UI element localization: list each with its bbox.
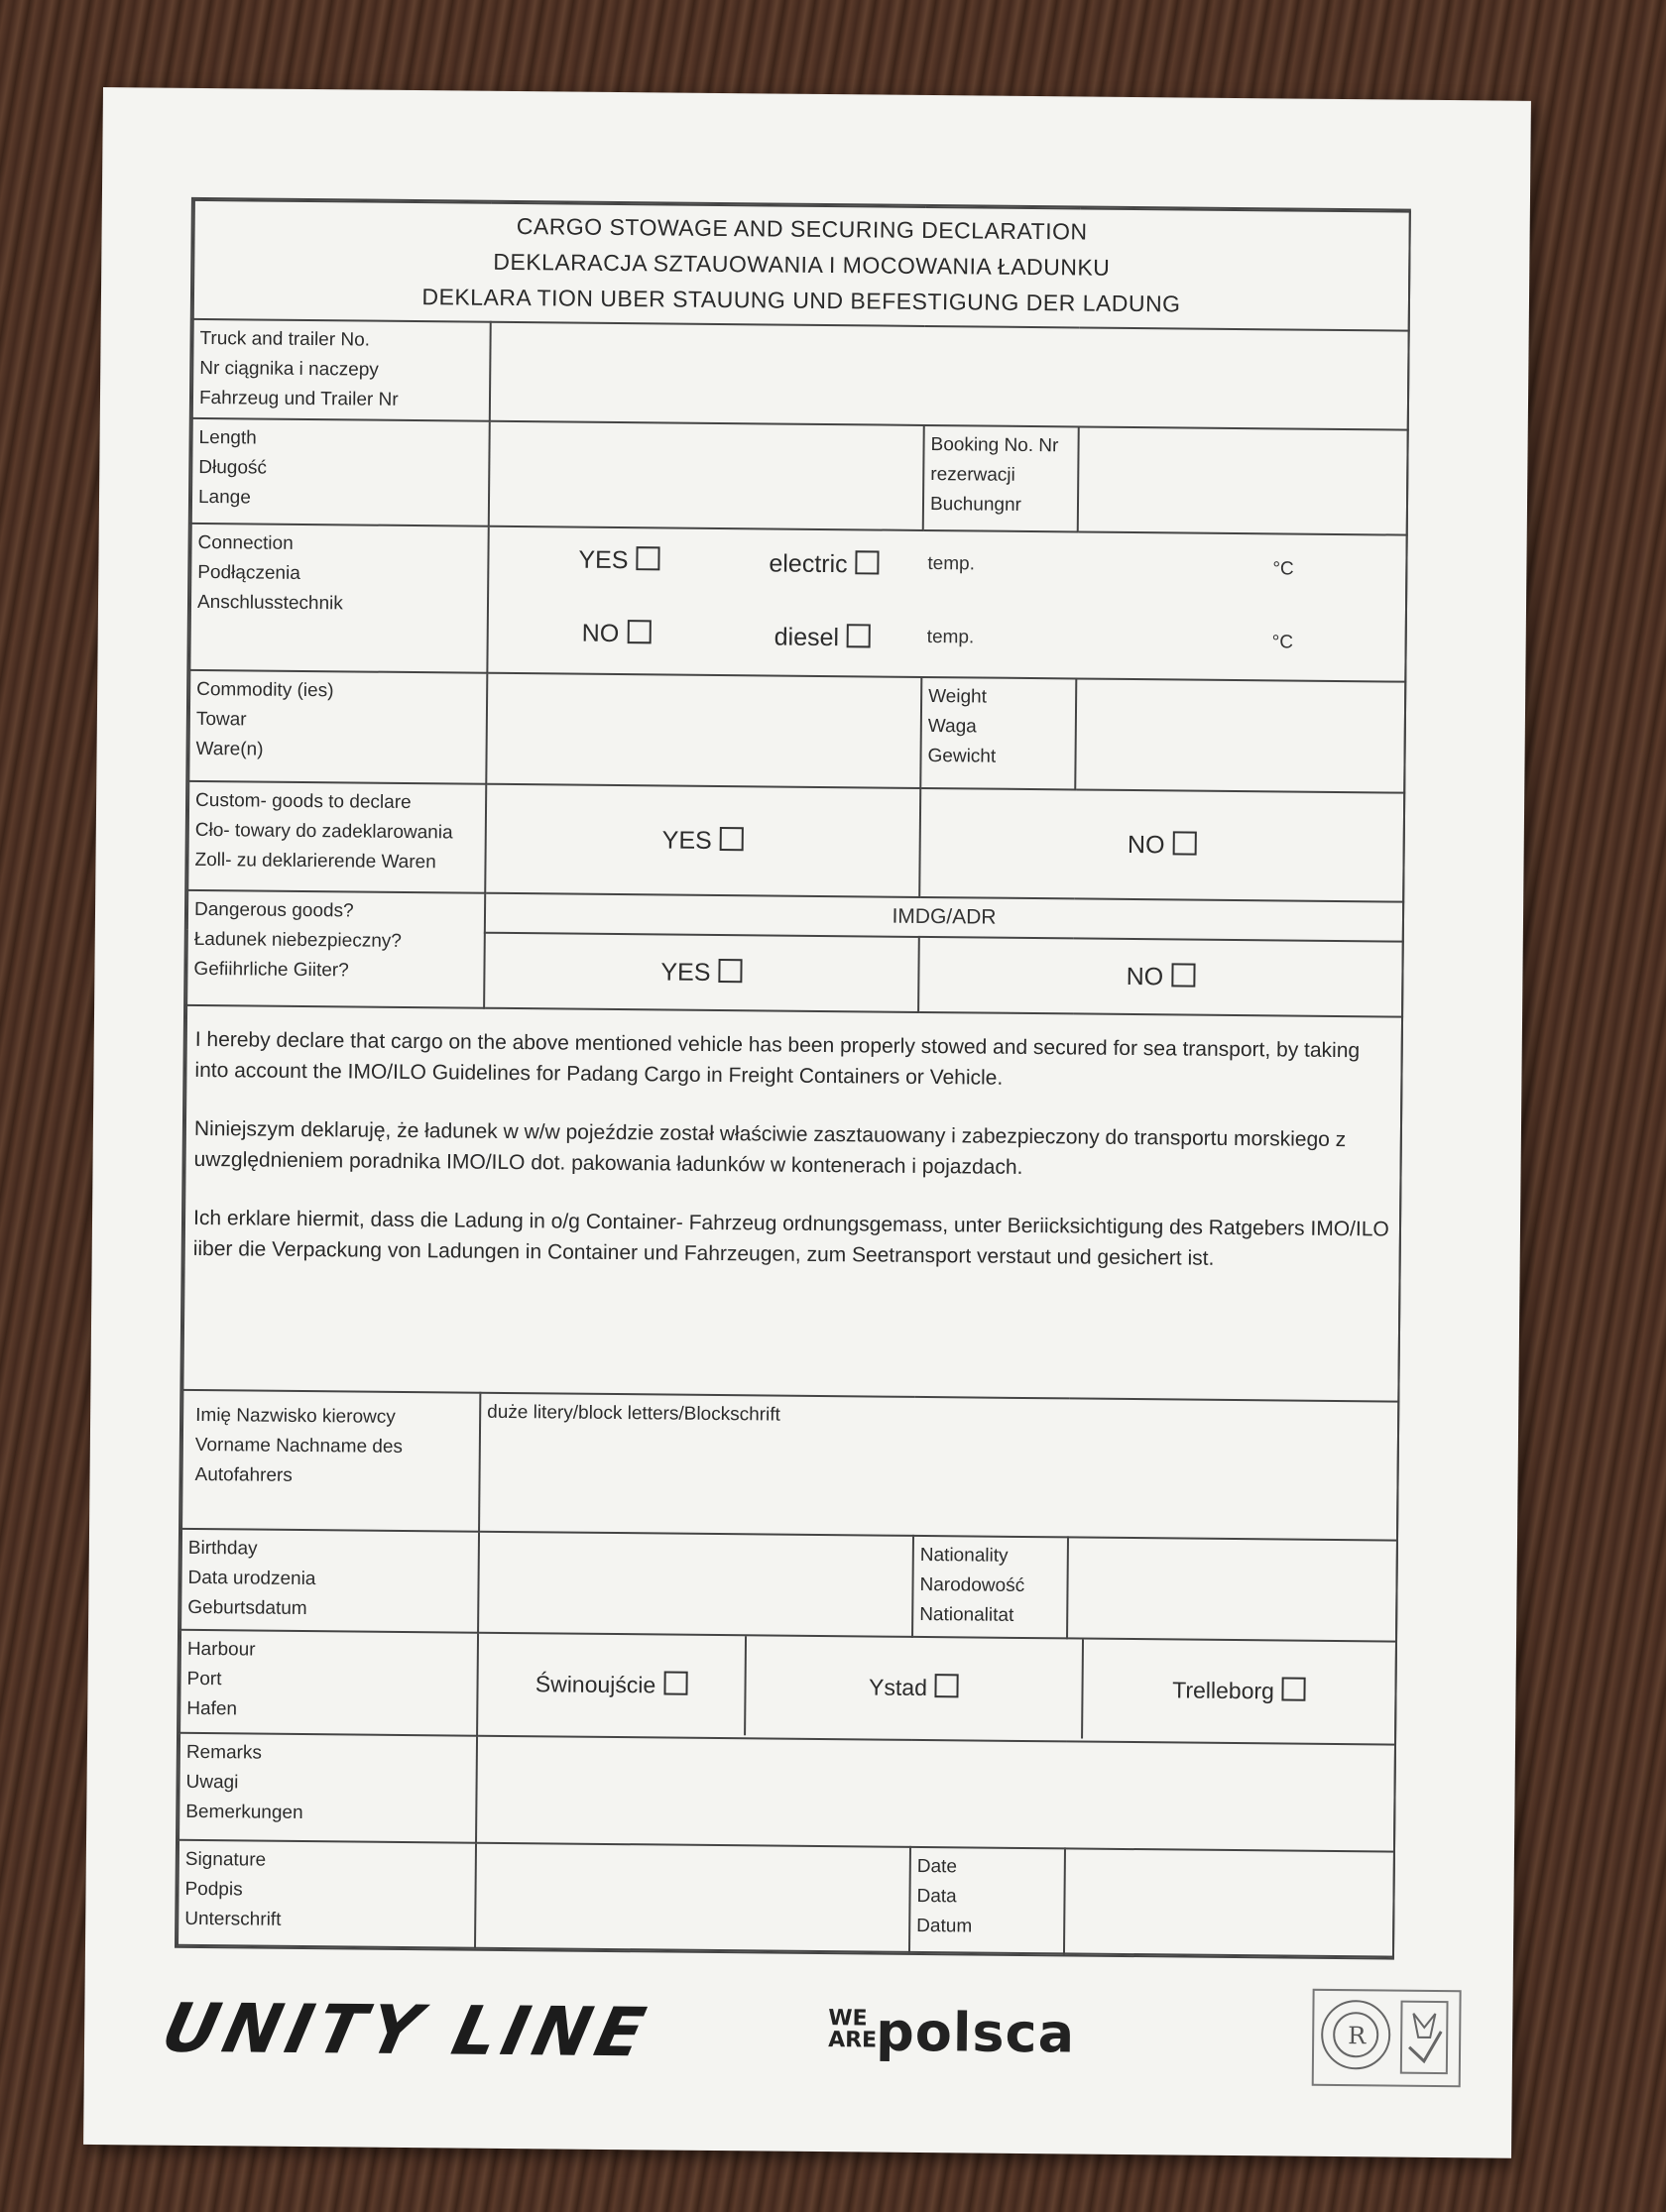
- connection-yes-label: YES: [578, 545, 629, 575]
- remarks-label-pl: Uwagi: [185, 1771, 239, 1794]
- truck-label: [192, 319, 491, 421]
- nationality-label: [912, 1536, 1068, 1638]
- date-label-de: Datum: [916, 1915, 973, 1937]
- connection-no-label: NO: [581, 619, 620, 648]
- custom-yes-checkbox[interactable]: [720, 827, 744, 851]
- date-label-en: Date: [916, 1855, 958, 1878]
- harbour-label: [179, 1630, 478, 1736]
- commodity-label-pl: Towar: [195, 708, 247, 731]
- certification-seal-icon: [1314, 1991, 1460, 2085]
- remarks-label-de: Bemerkungen: [185, 1801, 303, 1824]
- nationality-label-pl: Narodowość: [919, 1573, 1025, 1596]
- commodity-label-en: Commodity (ies): [196, 678, 334, 702]
- nationality-field[interactable]: [1067, 1537, 1397, 1641]
- dangerous-label-pl: Ładunek niebezpieczny?: [193, 928, 403, 952]
- custom-label-en: Custom- goods to declare: [194, 789, 412, 814]
- title-de: DEKLARA TION UBER STAUUNG UND BEFESTIGUNG DER LADUNG: [421, 284, 1181, 317]
- dangerous-no-label: NO: [1126, 962, 1164, 990]
- connection-electric-checkbox[interactable]: [856, 550, 880, 574]
- harbour-ystad-label: Ystad: [869, 1674, 928, 1701]
- title-en: CARGO STOWAGE AND SECURING DECLARATION: [516, 213, 1088, 245]
- polsca-logo: polsca: [875, 2000, 1076, 2065]
- custom-label-de: Zoll- zu deklarierende Waren: [194, 849, 436, 873]
- custom-no-checkbox[interactable]: [1172, 831, 1196, 855]
- connection-unit-2: °C: [1271, 632, 1294, 653]
- we-are-logo: [828, 2008, 877, 2051]
- date-field[interactable]: [1064, 1848, 1394, 1956]
- harbour-swinoujscie-checkbox[interactable]: [663, 1672, 687, 1695]
- birthday-label: [180, 1529, 479, 1633]
- weight-label-pl: Waga: [927, 716, 977, 738]
- title-pl: DEKLARACJA SZTAUOWANIA I MOCOWANIA ŁADUNKU: [493, 248, 1111, 281]
- booking-label-pl: rezerwacji: [930, 464, 1015, 486]
- are-text: ARE: [828, 2028, 878, 2053]
- truck-label-de: Fahrzeug und Trailer Nr: [198, 387, 399, 410]
- harbour-swinoujscie-cell: [478, 1634, 746, 1736]
- truck-label-pl: Nr ciągnika i naczepy: [199, 357, 379, 381]
- svg-text:R: R: [1348, 2022, 1367, 2050]
- dangerous-no-option[interactable]: [1127, 962, 1196, 990]
- driver-label: [181, 1390, 480, 1532]
- connection-label-de: Anschlusstechnik: [196, 591, 343, 615]
- date-label: [909, 1847, 1065, 1953]
- declaration-form: [175, 197, 1411, 1960]
- driver-label-pl: Imię Nazwisko kierowcy: [195, 1404, 396, 1428]
- remarks-field[interactable]: [476, 1736, 1395, 1852]
- custom-label-pl: Cło- towary do zadeklarowania: [194, 819, 453, 844]
- connection-diesel-option[interactable]: [774, 624, 872, 653]
- driver-hint: duże litery/block letters/Blockschrift: [487, 1401, 780, 1426]
- harbour-ystad-option[interactable]: [869, 1674, 959, 1700]
- driver-label-de-2: Autofahrers: [194, 1463, 293, 1486]
- connection-diesel-label: diesel: [774, 623, 840, 652]
- nationality-label-de: Nationalitat: [919, 1603, 1014, 1626]
- harbour-label-de: Hafen: [186, 1697, 238, 1720]
- booking-label-de: Buchungnr: [929, 494, 1022, 516]
- custom-no-option[interactable]: [1128, 830, 1197, 859]
- we-text: WE: [828, 2006, 868, 2032]
- unity-line-logo: UNITY LINE: [155, 1989, 657, 2073]
- weight-label-en: Weight: [928, 686, 988, 708]
- dangerous-yes-checkbox[interactable]: [718, 958, 742, 982]
- length-label: [191, 418, 490, 526]
- truck-label-en: Truck and trailer No.: [199, 327, 371, 351]
- weight-field[interactable]: [1075, 678, 1405, 792]
- signature-label-en: Signature: [184, 1848, 267, 1871]
- footer: [155, 1972, 1424, 2093]
- birthday-label-pl: Data urodzenia: [187, 1567, 316, 1590]
- signature-label-de: Unterschrift: [184, 1908, 282, 1930]
- remarks-label-en: Remarks: [185, 1741, 262, 1764]
- imdg-header: IMDG/ADR: [485, 893, 1403, 942]
- length-label-de: Lange: [197, 486, 251, 509]
- truck-field[interactable]: [490, 322, 1409, 430]
- declaration-de: Ich erklare hiermit, dass die Ladung in o/g Container- Fahrzeug ordnungsgemass, unter Beriicksichtigung des Ratgebers IMO/ILO iiber die Verpackung von Ladungen in Container und Fahrzeugen, zum Seetransport verstaut und gesichert ist.: [192, 1206, 1389, 1270]
- dangerous-label-de: Gefiihrliche Giiter?: [193, 958, 349, 982]
- booking-label-en: Booking No. Nr: [930, 434, 1059, 457]
- dangerous-yes-cell: [484, 933, 919, 1012]
- custom-no-label: NO: [1127, 830, 1165, 859]
- driver-field[interactable]: [479, 1393, 1398, 1541]
- harbour-trelleborg-checkbox[interactable]: [1282, 1677, 1306, 1700]
- form-title: [193, 200, 1410, 331]
- custom-yes-option[interactable]: [662, 826, 744, 855]
- harbour-trelleborg-label: Trelleborg: [1172, 1677, 1275, 1704]
- connection-electric-option[interactable]: [769, 549, 879, 579]
- birthday-field[interactable]: [478, 1532, 913, 1637]
- custom-no-cell: [919, 788, 1404, 902]
- nationality-label-en: Nationality: [919, 1544, 1009, 1567]
- connection-options: [487, 526, 1406, 682]
- harbour-trelleborg-option[interactable]: [1172, 1677, 1306, 1703]
- connection-yes-option[interactable]: [578, 546, 659, 576]
- connection-yes-checkbox[interactable]: [636, 546, 659, 570]
- dangerous-no-cell: [918, 937, 1403, 1017]
- dangerous-label-en: Dangerous goods?: [193, 898, 354, 922]
- harbour-options: [477, 1633, 1396, 1745]
- declaration-en: I hereby declare that cargo on the above mentioned vehicle has been properly stowed and secured for sea transport, by taking into account the IMO/ILO Guidelines for Padang Cargo in Freight Containers or Vehicle.: [194, 1027, 1361, 1090]
- dangerous-label: [186, 890, 485, 1008]
- harbour-swinoujscie-option[interactable]: [536, 1671, 688, 1697]
- length-label-en: Length: [198, 426, 257, 449]
- harbour-ystad-checkbox[interactable]: [935, 1674, 959, 1697]
- length-label-pl: Długość: [198, 456, 268, 479]
- weight-label: [920, 677, 1076, 789]
- length-field[interactable]: [489, 421, 924, 530]
- declaration-text: [182, 1005, 1402, 1402]
- weight-label-de: Gewicht: [927, 746, 997, 767]
- certification-badges: [1312, 1989, 1462, 2087]
- birthday-label-en: Birthday: [187, 1537, 258, 1560]
- connection-label: [189, 524, 488, 673]
- dangerous-yes-option[interactable]: [660, 958, 742, 987]
- connection-label-en: Connection: [197, 531, 294, 554]
- connection-no-option[interactable]: [582, 620, 652, 649]
- harbour-trelleborg-cell: [1082, 1640, 1395, 1742]
- connection-label-pl: Podłączenia: [197, 561, 300, 584]
- dangerous-yes-label: YES: [660, 957, 711, 987]
- remarks-label: [178, 1733, 477, 1843]
- connection-temp-label-1: temp.: [927, 553, 976, 575]
- driver-label-de: Vorname Nachname des: [194, 1434, 404, 1457]
- booking-field[interactable]: [1078, 426, 1408, 534]
- connection-unit-1: °C: [1272, 558, 1294, 580]
- birthday-label-de: Geburtsdatum: [187, 1596, 307, 1620]
- connection-electric-label: electric: [769, 549, 848, 579]
- connection-diesel-checkbox[interactable]: [847, 624, 871, 647]
- harbour-label-pl: Port: [186, 1668, 222, 1690]
- harbour-ystad-cell: [745, 1636, 1083, 1738]
- signature-field[interactable]: [475, 1843, 910, 1952]
- form-sheet: [83, 87, 1531, 2158]
- commodity-field[interactable]: [486, 673, 921, 788]
- commodity-label-de: Ware(n): [195, 738, 264, 760]
- signature-label: [178, 1840, 476, 1948]
- custom-yes-cell: [485, 784, 920, 897]
- custom-yes-label: YES: [661, 825, 712, 855]
- custom-label: [187, 781, 486, 893]
- harbour-label-en: Harbour: [186, 1638, 256, 1661]
- signature-label-pl: Podpis: [184, 1878, 243, 1901]
- declaration-pl: Niniejszym deklaruję, że ładunek w w/w pojeździe został właściwie zasztauowany i zabezpieczony do transportu morskiego z uwzględnieniem poradnika IMO/ILO dot. pakowania ładunków w kontenerach i pojazdach.: [193, 1116, 1347, 1179]
- commodity-label: [188, 670, 487, 784]
- dangerous-no-checkbox[interactable]: [1171, 963, 1195, 987]
- date-label-pl: Data: [916, 1885, 957, 1908]
- connection-no-checkbox[interactable]: [627, 620, 651, 643]
- booking-label: [923, 425, 1079, 531]
- connection-temp-label-2: temp.: [926, 627, 975, 648]
- harbour-swinoujscie-label: Świnoujście: [535, 1671, 656, 1698]
